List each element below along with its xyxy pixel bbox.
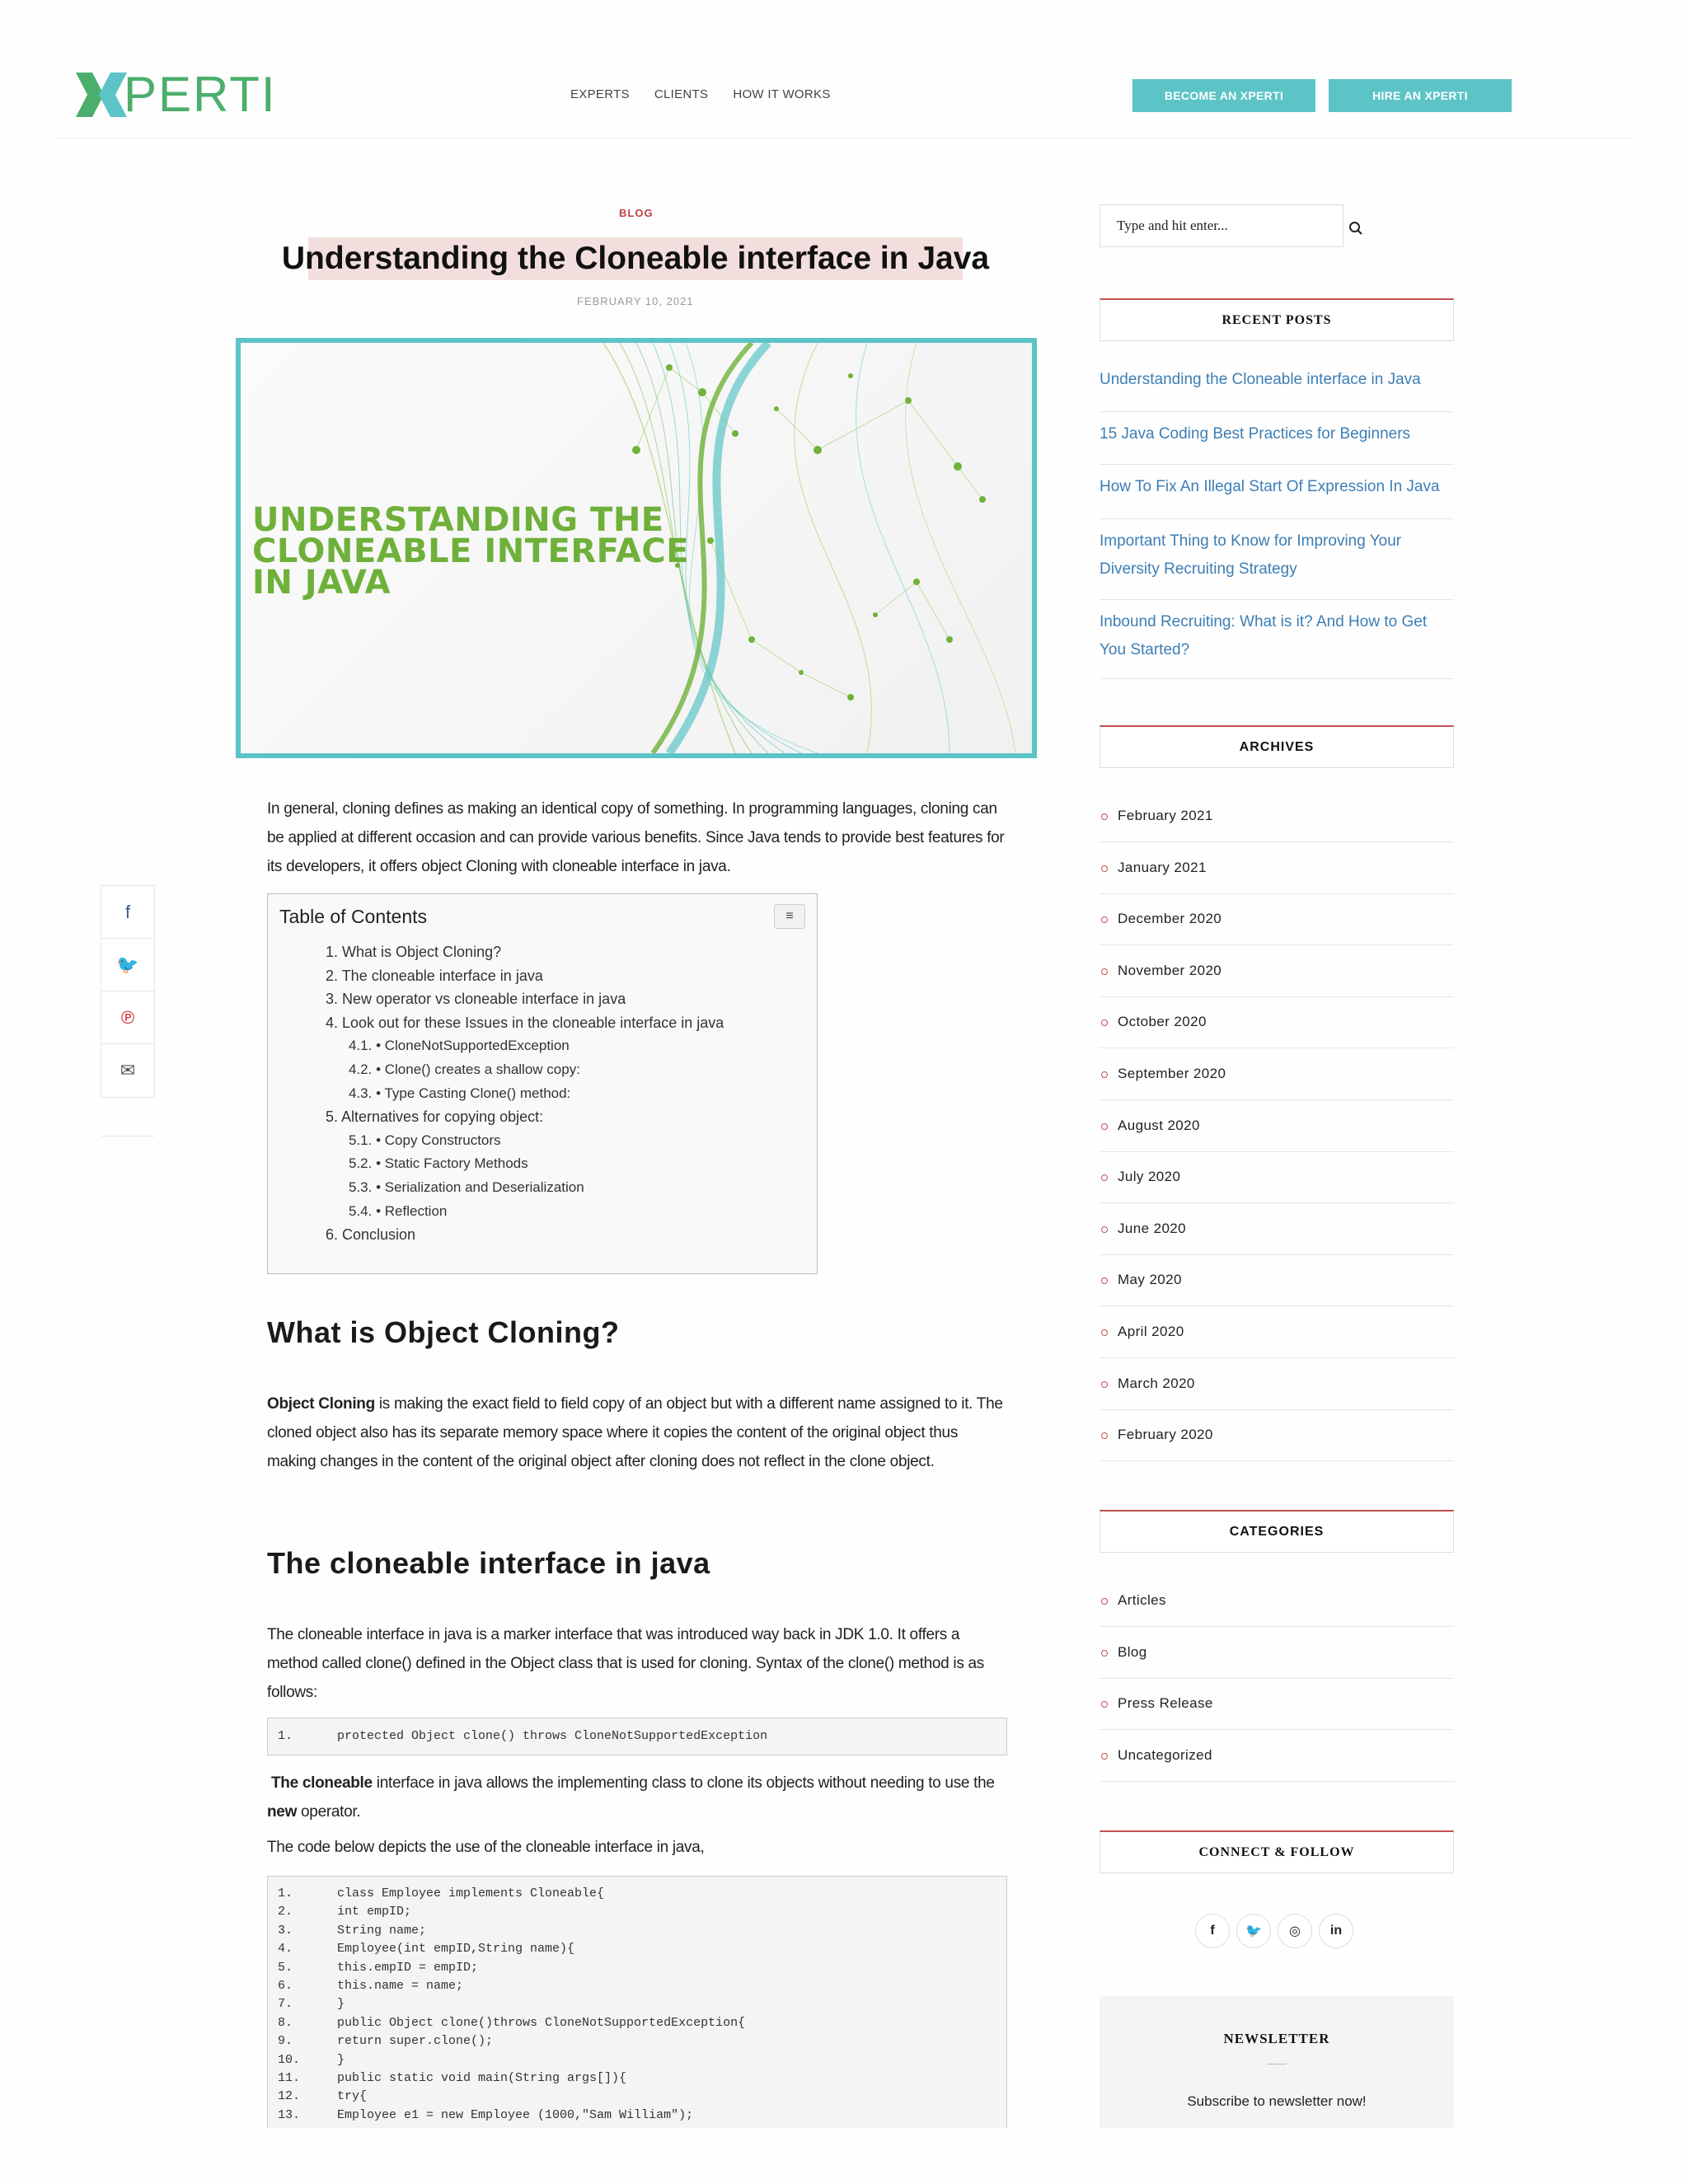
code-line: [278, 1905, 411, 1919]
code-line: [278, 1997, 345, 2011]
cloneable-interface-paragraph: The cloneable interface in java is a marker interface that was introduced way back in JDK 1.0. It offers a method called clone() defined in the Object class that is used for cloning. Syntax of the clone() method is as follows:: [267, 1626, 984, 1701]
object-cloning-paragraph: [267, 1390, 1009, 1476]
search-icon[interactable]: [1348, 221, 1363, 236]
archive-link[interactable]: January 2021: [1100, 843, 1454, 894]
connect-follow-title: CONNECT & FOLLOW: [1100, 1830, 1454, 1873]
code-line: [278, 1886, 604, 1900]
main-nav: [570, 87, 831, 101]
share-bar: [101, 885, 155, 1098]
intro-paragraph: In general, cloning defines as making an identical copy of something. In programming languages, cloning can be applied at different occasion and can provide various benefits. Since Java tends to provide best features for its developers, it offers object Cloning with cloneable interface in java.: [267, 800, 1005, 875]
code-line: [278, 2053, 345, 2067]
facebook-icon[interactable]: f: [101, 886, 154, 939]
toc-item[interactable]: 4.1. • CloneNotSupportedException: [349, 1038, 570, 1054]
code-line-text: this.empID = empID;: [337, 1960, 479, 1975]
recent-post-link[interactable]: Important Thing to Know for Improving Your Diversity Recruiting Strategy: [1100, 527, 1454, 600]
code-block-syntax: [267, 1718, 1007, 1755]
toc-title: Table of Contents: [279, 906, 428, 927]
code-line-text: String name;: [337, 1923, 427, 1938]
pinterest-icon[interactable]: ℗: [101, 991, 154, 1044]
facebook-icon[interactable]: f: [1195, 1914, 1230, 1948]
recent-posts-title: RECENT POSTS: [1100, 298, 1454, 341]
code-line-number: 11.: [278, 2071, 301, 2085]
twitter-icon[interactable]: 🐦: [1236, 1914, 1271, 1948]
code-line: [278, 1729, 767, 1743]
code-line-number: 13.: [278, 2107, 301, 2122]
archive-link[interactable]: December 2020: [1100, 894, 1454, 945]
site-logo[interactable]: [76, 67, 277, 122]
linkedin-icon[interactable]: in: [1319, 1914, 1353, 1948]
code-line-text: }: [337, 2052, 345, 2067]
toc-item[interactable]: 5. Alternatives for copying object:: [326, 1108, 544, 1126]
cloneable-new-operator-paragraph: [267, 1769, 1009, 1826]
code-line-text: Employee e1 = new Employee (1000,"Sam William");: [337, 2107, 694, 2122]
list-icon: ≡: [785, 909, 794, 923]
section-heading-object-cloning: What is Object Cloning?: [267, 1315, 620, 1349]
code-line: [278, 1961, 478, 1975]
code-line-text: public Object clone()throws CloneNotSupportedException{: [337, 2015, 746, 2030]
hero-image: [236, 338, 1037, 758]
post-title: Understanding the Cloneable interface in Java: [308, 237, 963, 280]
hero-heading: [252, 501, 690, 602]
cloneable-text-end: operator.: [297, 1803, 361, 1821]
toc-item[interactable]: 6. Conclusion: [326, 1226, 416, 1244]
code-block-example: [267, 1876, 1007, 2128]
instagram-icon[interactable]: ◎: [1278, 1914, 1312, 1948]
code-line-text: public static void main(String args[]){: [337, 2071, 627, 2085]
code-line-text: class Employee implements Cloneable{: [337, 1886, 605, 1900]
archive-link[interactable]: May 2020: [1100, 1255, 1454, 1306]
code-line-number: 2.: [278, 1905, 293, 1919]
archive-link[interactable]: April 2020: [1100, 1307, 1454, 1358]
toc-item[interactable]: 5.3. • Serialization and Deserialization: [349, 1179, 584, 1195]
section-heading-cloneable-interface: The cloneable interface in java: [267, 1546, 710, 1580]
archive-link[interactable]: March 2020: [1100, 1359, 1454, 1410]
post-date: FEBRUARY 10, 2021: [577, 295, 694, 307]
toc-toggle-button[interactable]: [774, 904, 805, 929]
logo-x-mark: [76, 73, 127, 117]
categories-title: CATEGORIES: [1100, 1510, 1454, 1553]
code-line: [278, 2089, 367, 2103]
code-line-text: return super.clone();: [337, 2034, 494, 2049]
code-line-number: 9.: [278, 2034, 293, 2049]
hero-line-2: CLONEABLE INTERFACE: [252, 532, 690, 570]
code-line-text: try{: [337, 2089, 368, 2104]
code-line: [278, 2034, 493, 2048]
code-line: [278, 2071, 626, 2085]
code-line-number: 10.: [278, 2052, 301, 2067]
code-line-number: 4.: [278, 1942, 293, 1957]
code-line: [278, 1979, 463, 1993]
code-line-text: protected Object clone() throws CloneNotSupportedException: [337, 1729, 768, 1743]
hero-line-1: UNDERSTANDING THE: [252, 501, 664, 539]
recent-post-link[interactable]: Understanding the Cloneable interface in Java: [1100, 366, 1454, 412]
recent-post-link[interactable]: How To Fix An Illegal Start Of Expression In Java: [1100, 473, 1454, 519]
site-header: [54, 0, 1634, 138]
code-line: [278, 1942, 574, 1956]
archive-link[interactable]: February 2021: [1100, 791, 1454, 842]
category-link[interactable]: Uncategorized: [1100, 1731, 1454, 1782]
hero-line-3: IN JAVA: [252, 564, 392, 602]
archives-title: ARCHIVES: [1100, 725, 1454, 768]
share-divider: [101, 1136, 155, 1137]
object-cloning-bold: Object Cloning: [267, 1395, 375, 1413]
logo-text: PERTI: [124, 67, 277, 122]
cloneable-text: interface in java allows the implementing class to clone its objects without needing to use the: [372, 1774, 995, 1792]
new-bold: new: [267, 1803, 298, 1821]
toc-item[interactable]: 4.2. • Clone() creates a shallow copy:: [349, 1062, 580, 1077]
nav-clients[interactable]: CLIENTS: [654, 87, 709, 101]
archive-link[interactable]: February 2020: [1100, 1410, 1454, 1461]
newsletter-title: NEWSLETTER: [1223, 2031, 1330, 2046]
category-link[interactable]: Blog: [1100, 1628, 1454, 1679]
code-line-number: 7.: [278, 1997, 293, 2012]
code-line-text: int empID;: [337, 1905, 412, 1919]
code-line: [278, 1924, 426, 1938]
toc-item[interactable]: 5.4. • Reflection: [349, 1202, 448, 1219]
search-input[interactable]: Type and hit enter...: [1100, 204, 1343, 247]
become-an-xperti-button[interactable]: BECOME AN XPERTI: [1132, 79, 1315, 112]
toc-item[interactable]: 4.3. • Type Casting Clone() method:: [349, 1085, 571, 1101]
code-line-text: this.name = name;: [337, 1979, 464, 1993]
code-line-number: 8.: [278, 2015, 293, 2030]
nav-how-it-works[interactable]: HOW IT WORKS: [733, 87, 831, 101]
toc-item[interactable]: 4. Look out for these Issues in the cloneable interface in java: [326, 1014, 724, 1031]
table-of-contents: [267, 893, 818, 1274]
archive-link[interactable]: June 2020: [1100, 1204, 1454, 1255]
code-line-number: 1.: [278, 1886, 293, 1900]
social-links: [1195, 1914, 1353, 1948]
newsletter-text: Subscribe to newsletter now!: [1187, 2093, 1367, 2109]
recent-post-link[interactable]: 15 Java Coding Best Practices for Beginners: [1100, 420, 1454, 465]
code-line-number: 6.: [278, 1979, 293, 1993]
nav-experts[interactable]: EXPERTS: [570, 87, 630, 101]
archive-link[interactable]: September 2020: [1100, 1049, 1454, 1100]
code-line-number: 5.: [278, 1960, 293, 1975]
toc-item[interactable]: 1. What is Object Cloning?: [326, 944, 502, 960]
category-link[interactable]: Articles: [1100, 1576, 1454, 1627]
archive-link[interactable]: October 2020: [1100, 997, 1454, 1048]
code-line-number: 3.: [278, 1923, 293, 1938]
hire-an-xperti-button[interactable]: HIRE AN XPERTI: [1329, 79, 1512, 112]
toc-item[interactable]: 5.1. • Copy Constructors: [349, 1132, 501, 1148]
toc-item[interactable]: 3. New operator vs cloneable interface in java: [326, 991, 626, 1008]
cloneable-bold: The cloneable: [270, 1774, 373, 1792]
code-line-number: 1.: [278, 1729, 293, 1743]
twitter-icon[interactable]: 🐦: [101, 939, 154, 991]
object-cloning-text: is making the exact field to field copy of an object but with a different name assigned to it. The cloned object also has its separate memory space where it copies the content of the original object thus making changes in the content of the original object after cloning does not reflect in the clone object.: [267, 1395, 1003, 1470]
archive-link[interactable]: August 2020: [1100, 1101, 1454, 1152]
newsletter-widget: [1100, 1996, 1454, 2128]
recent-post-link[interactable]: Inbound Recruiting: What is it? And How to Get You Started?: [1100, 608, 1454, 679]
email-icon[interactable]: ✉: [120, 1060, 136, 1080]
code-line-number: 12.: [278, 2089, 301, 2104]
code-line: [278, 2108, 693, 2122]
post-category[interactable]: BLOG: [619, 207, 654, 219]
archive-link[interactable]: July 2020: [1100, 1152, 1454, 1203]
code-intro-paragraph: The code below depicts the use of the cloneable interface in java,: [267, 1839, 705, 1856]
category-link[interactable]: Press Release: [1100, 1679, 1454, 1730]
code-line: [278, 2016, 745, 2030]
toc-item[interactable]: 5.2. • Static Factory Methods: [349, 1155, 528, 1172]
archive-link[interactable]: November 2020: [1100, 946, 1454, 997]
code-line-text: }: [337, 1997, 345, 2012]
toc-item[interactable]: 2. The cloneable interface in java: [326, 967, 543, 984]
code-line-text: Employee(int empID,String name){: [337, 1942, 575, 1957]
